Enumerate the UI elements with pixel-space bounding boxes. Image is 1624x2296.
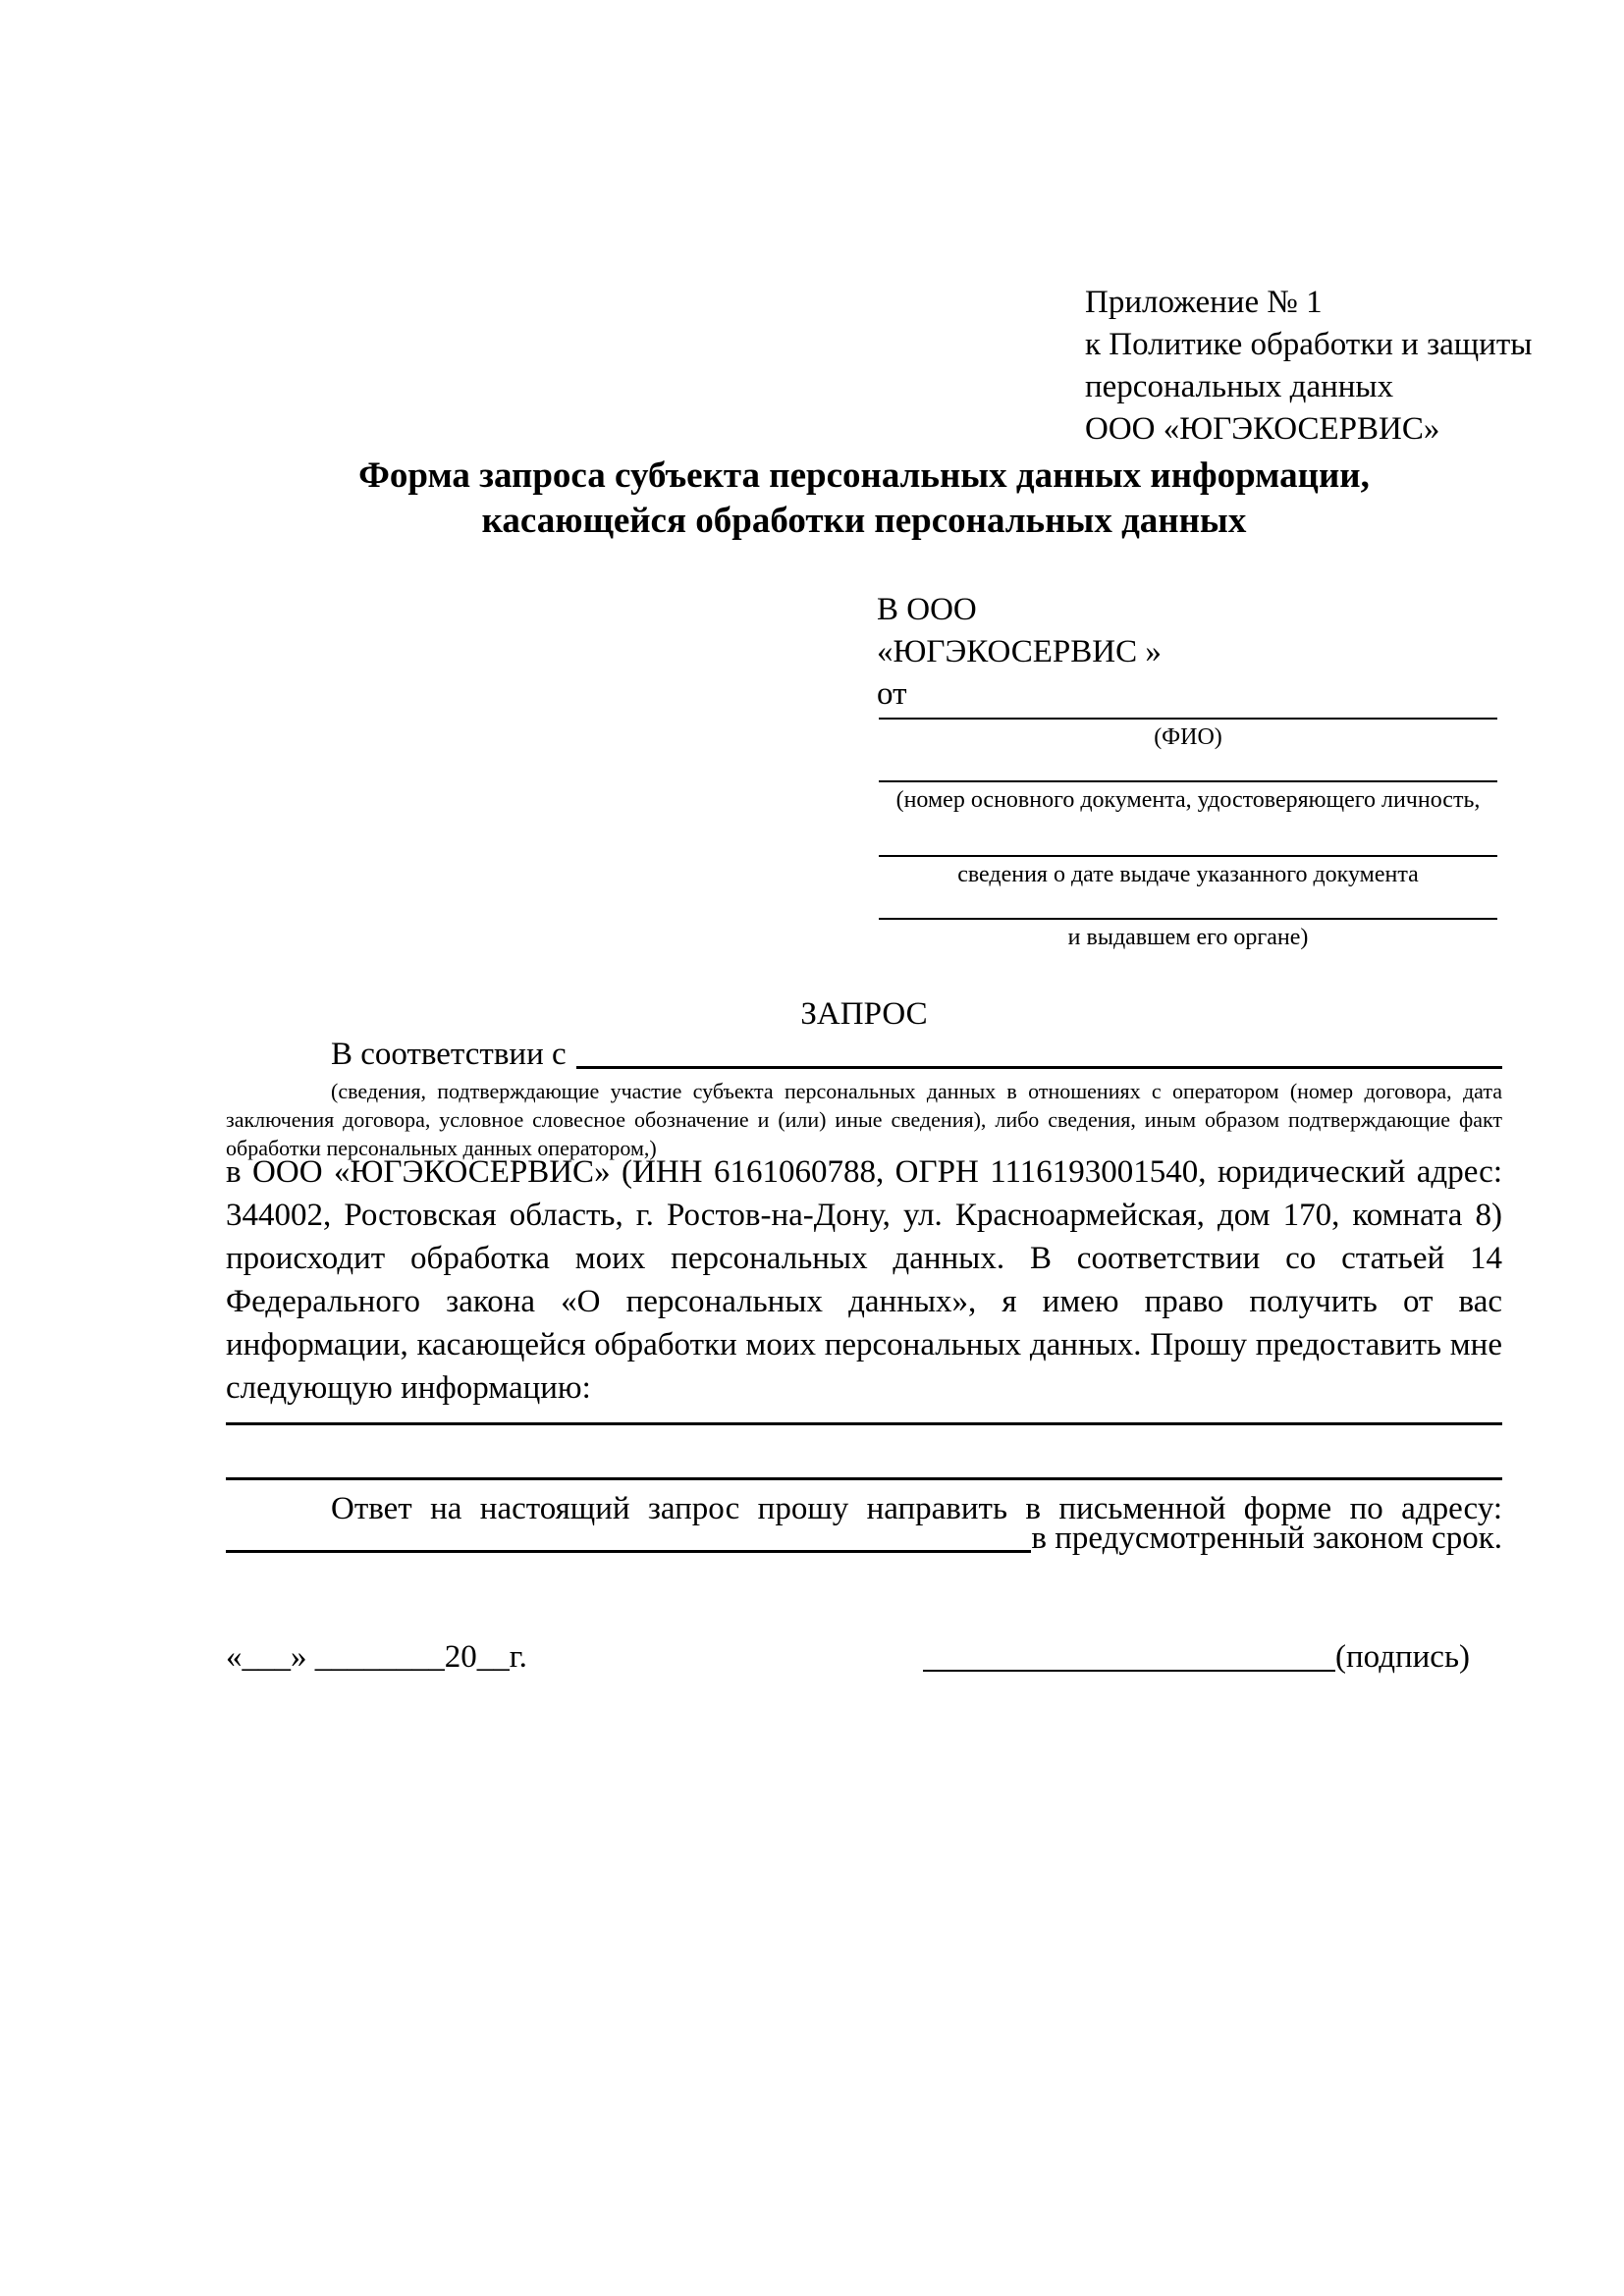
appendix-line-4: ООО «ЮГЭКОСЕРВИС» [1085, 411, 1440, 447]
accordance-footnote: (сведения, подтверждающие участие субъекта персональных данных в отношениях с оператором (номер договора, дата заключения договора, условное словесное обозначение и (или) иные сведения), либо сведения, иным образом подтверждающие факт обработки персональных данных оператором,) [226, 1079, 1502, 1160]
information-input-line-1[interactable] [226, 1422, 1502, 1425]
request-heading: ЗАПРОС [800, 996, 928, 1032]
doc-number-field [879, 780, 1497, 815]
address-input-line[interactable] [226, 1550, 1031, 1553]
appendix-header [1085, 282, 1532, 451]
signature-group [923, 1635, 1470, 1679]
page-title-line-2: касающейся обработки персональных данных [481, 501, 1247, 541]
reply-request-paragraph: Ответ на настоящий запрос прошу направить в письменной форме по адресу: [331, 1491, 1502, 1526]
signature-label: (подпись) [1335, 1639, 1470, 1675]
appendix-line-3: персональных данных [1085, 369, 1394, 404]
doc-issuer-label: и выдавшем его органе) [1067, 925, 1309, 950]
reply-tail-text: в предусмотренный законом срок. [1031, 1521, 1502, 1556]
doc-number-label: (номер основного документа, удостоверяющего личность, [895, 787, 1481, 813]
date-blank-text[interactable]: «___» ________20__г. [226, 1639, 527, 1675]
page-title [226, 454, 1502, 544]
accordance-row [226, 1034, 1502, 1076]
accordance-input-line[interactable] [576, 1066, 1502, 1069]
appendix-line-2: к Политике обработки и защиты [1085, 327, 1533, 362]
date-signature-row [226, 1635, 1502, 1679]
addressee-line-3: от [877, 676, 907, 712]
page-title-line-1: Форма запроса субъекта персональных данных информации, [358, 455, 1370, 496]
fio-field [879, 718, 1497, 752]
signature-input-line[interactable] [923, 1670, 1335, 1672]
doc-date-label: сведения о дате выдаче указанного документа [957, 862, 1419, 887]
reply-address-row [226, 1517, 1502, 1560]
appendix-line-1: Приложение № 1 [1085, 285, 1323, 320]
information-input-line-2[interactable] [226, 1477, 1502, 1480]
addressee-line-2: «ЮГЭКОСЕРВИС » [877, 634, 1162, 669]
request-body-paragraph: в ООО «ЮГЭКОСЕРВИС» (ИНН 6161060788, ОГРН 1116193001540, юридический адрес: 344002, Ростовская область, г. Ростов-на-Дону, ул. Красноармейская, дом 170, комната 8) происходит обработка моих персональных данных. В соответствии со статьей 14 Федерального закона «О персональных данных», я имею право получить от вас информации, касающейся обработки моих персональных данных. Прошу предоставить мне следующую информацию: [226, 1154, 1502, 1406]
addressee-block [877, 589, 1162, 716]
accordance-lead-text: В соответствии с [331, 1037, 567, 1072]
addressee-line-1: В ООО [877, 592, 977, 627]
doc-date-field [879, 855, 1497, 889]
doc-issuer-field [879, 918, 1497, 952]
fio-label: (ФИО) [1154, 724, 1222, 750]
